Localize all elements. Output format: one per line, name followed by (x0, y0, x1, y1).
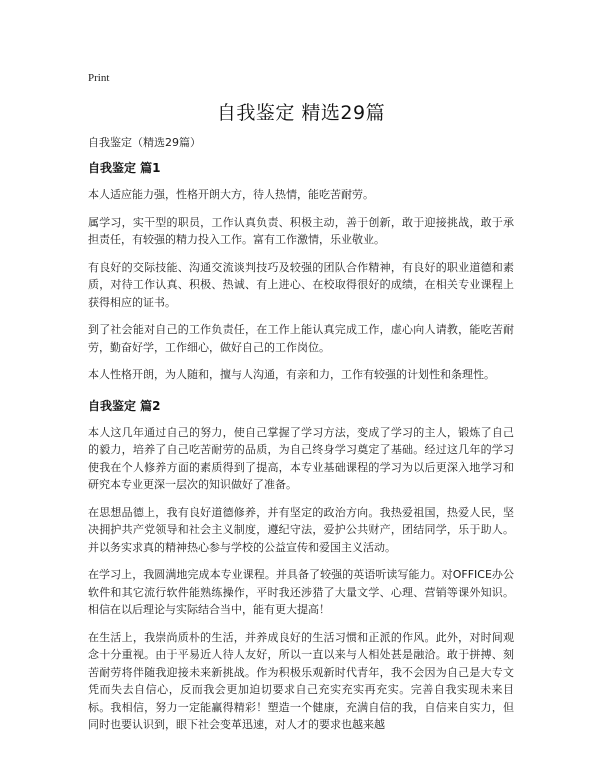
section-heading: 自我鉴定 篇2 (88, 398, 161, 413)
paragraph: 属学习，实干型的职员，工作认真负责、积极主动，善于创新，敢于迎接挑战，敢于承担责任，有较强的精力投入工作。富有工作激情，乐业敬业。 (88, 215, 514, 246)
paragraph: 在生活上，我崇尚质朴的生活，并养成良好的生活习惯和正派的作风。此外，对时间观念十分重视。由于平易近人待人友好，所以一直以来与人相处甚是融洽。敢于拼搏、刻苦耐劳将伴随我迎接未来新挑战。作为积极乐观新时代青年，我不会因为自己是大专文凭而失去自信心，反而我会更加迫切要求自己充实充实再充实。完善自我实现未来目标。我相信，努力一定能赢得精彩！塑造一个健康，充满自信的我，自信来自实力，但同时也要认识到，眼下社会变革迅速，对人才的要求也越来越 (88, 630, 514, 731)
section-1 (88, 160, 514, 384)
document-subtitle: 自我鉴定（精选29篇） (88, 136, 201, 149)
paragraph: 本人这几年通过自己的努力，使自己掌握了学习方法，变成了学习的主人，锻炼了自己的毅力，培养了自己吃苦耐劳的品质，为自己终身学习奠定了基础。经过这几年的学习使我在个人修养方面的素质得到了提高，本专业基础课程的学习为以后更深入地学习和研究本专业更深一层次的知识做好了准备。 (88, 425, 514, 491)
section-heading: 自我鉴定 篇1 (88, 161, 161, 175)
paragraph: 有良好的交际技能、沟通交流谈判技巧及较强的团队合作精神，有良好的职业道德和素质，对待工作认真、积极、热诚、有上进心、在校取得很好的成绩，在相关专业课程上获得相应的证书。 (88, 260, 514, 309)
print-link[interactable]: Print (88, 72, 110, 84)
document-content (88, 160, 514, 744)
paragraph: 本人性格开朗，为人随和，擅与人沟通，有亲和力，工作有较强的计划性和条理性。 (88, 368, 495, 381)
document-title: 自我鉴定 精选29篇 (216, 102, 386, 124)
paragraph: 在学习上，我圆满地完成本专业课程。并具备了较强的英语听读写能力。对OFFICE办公软件和其它流行软件能熟练操作，平时我还涉猎了大量文学、心理、营销等课外知识。相信在以后理论与实际结合当中，能有更大提高！ (88, 568, 514, 616)
section-2 (88, 398, 514, 734)
paragraph: 在思想品德上，我有良好道德修养，并有坚定的政治方向。我热爱祖国，热爱人民，坚决拥护共产党领导和社会主义制度，遵纪守法，爱护公共财产，团结同学，乐于助人。并以务实求真的精神热心参与学校的公益宣传和爱国主义活动。 (88, 505, 514, 554)
paragraph: 本人适应能力强，性格开朗大方，待人热情，能吃苦耐劳。 (88, 188, 374, 201)
paragraph: 到了社会能对自己的工作负责任，在工作上能认真完成工作，虚心向人请教，能吃苦耐劳，勤奋好学，工作细心，做好自己的工作岗位。 (88, 323, 514, 354)
